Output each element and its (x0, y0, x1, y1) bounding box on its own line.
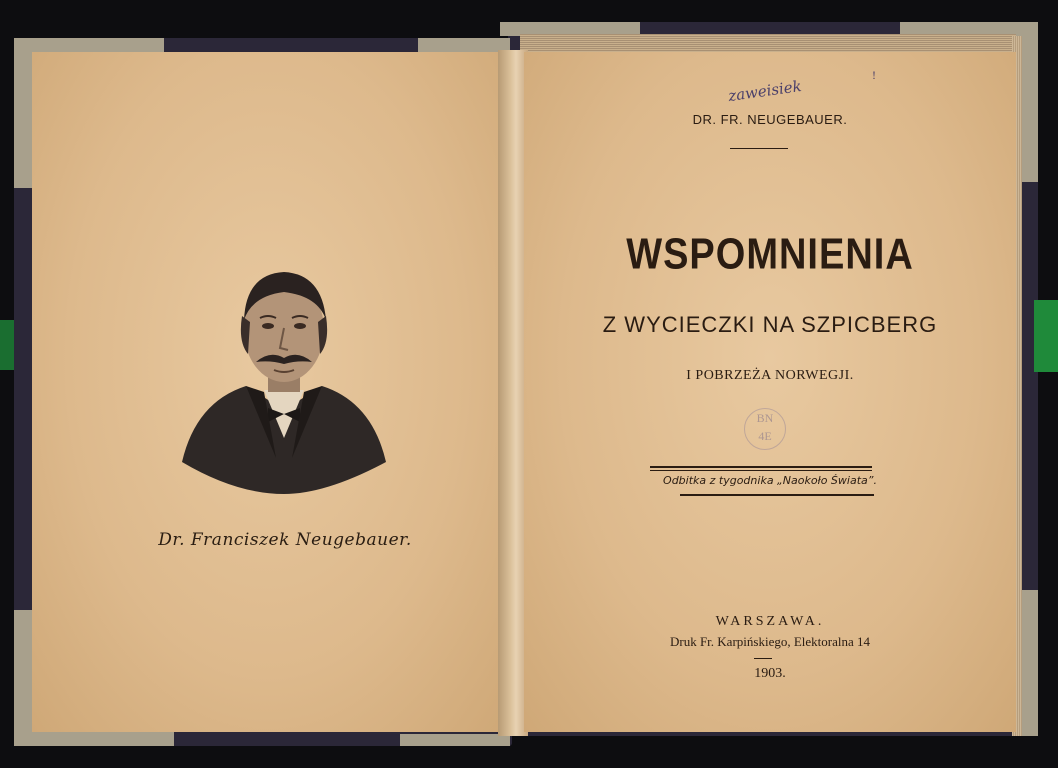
reprint-rule-top (650, 466, 872, 468)
publication-city: WARSZAWA. (715, 614, 825, 629)
cloth-corner (14, 38, 32, 188)
title-page (524, 52, 1016, 732)
cloth-corner (14, 732, 174, 746)
handwritten-mark: ! (872, 68, 876, 82)
library-stamp: BN 4E (744, 408, 786, 450)
cloth-corner (418, 38, 510, 52)
author-name: DR. FR. NEUGEBAUER. (692, 112, 848, 127)
book-subtitle: Z WYCIECZKI NA SZPICBERG (602, 312, 938, 337)
reprint-rule-thin (650, 470, 872, 471)
bookmark-ribbon (1034, 300, 1058, 372)
page-block-top-edge (520, 34, 1016, 52)
book-subtitle-2: I POBRZEŻA NORWEGJI. (686, 368, 854, 383)
cloth-corner (14, 610, 32, 746)
portrait-caption: Dr. Franciszek Neugebauer. (158, 530, 412, 550)
author-portrait (176, 262, 392, 502)
publication-year: 1903. (754, 666, 786, 681)
author-rule (730, 148, 788, 149)
printer-line: Druk Fr. Karpińskiego, Elektoralna 14 (669, 634, 870, 649)
cloth-corner (14, 38, 164, 52)
cloth-corner (400, 734, 510, 746)
cloth-corner (1020, 590, 1038, 736)
bookmark-ribbon (0, 320, 14, 370)
handwritten-annotation: zaweisiek (727, 76, 803, 106)
reprint-rule-bottom (680, 494, 874, 496)
year-rule (754, 658, 772, 659)
reprint-note: Odbitka z tygodnika „Naokoło Świata”. (663, 474, 877, 487)
cloth-corner (1020, 22, 1038, 182)
book-title: WSPOMNIENIA (626, 230, 914, 280)
